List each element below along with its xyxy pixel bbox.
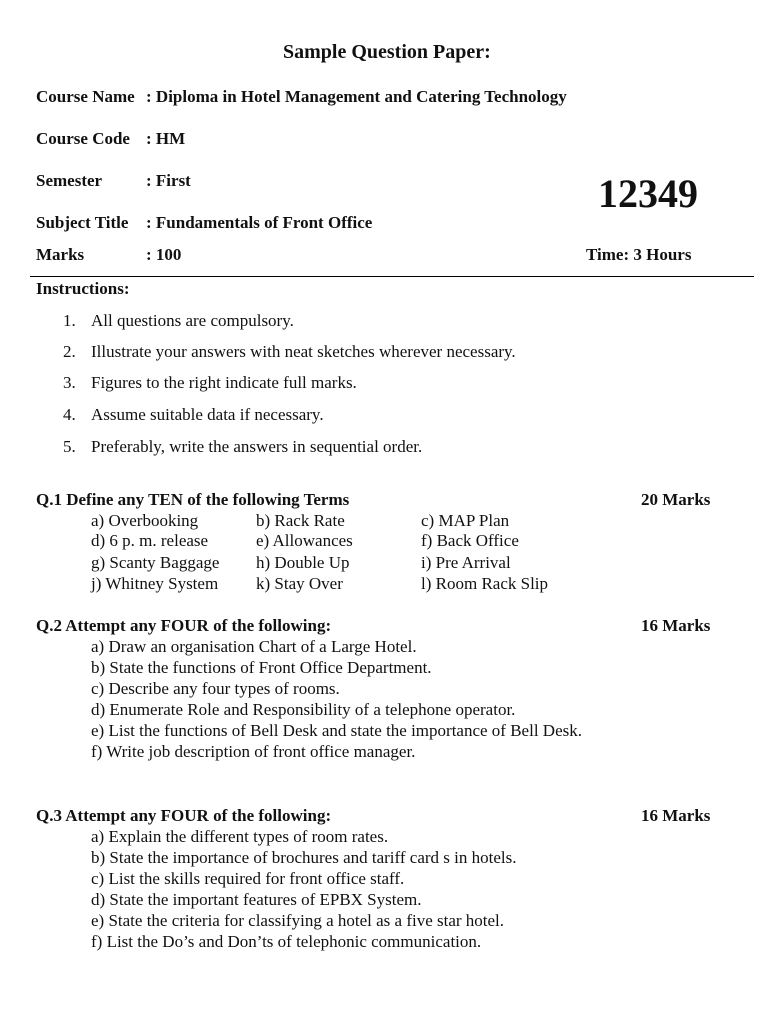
marks-value: : 100 (146, 245, 182, 264)
term-item: k) Stay Over (256, 574, 343, 593)
semester-value: : First (146, 171, 191, 190)
paper-code: 12349 (598, 171, 698, 216)
question-item: c) List the skills required for front office staff. (91, 869, 405, 888)
question-item: a) Explain the different types of room rates. (91, 827, 389, 846)
course-name-label: Course Name (36, 87, 135, 106)
question-marks: 20 Marks (641, 490, 711, 509)
instruction-number: 3. (63, 373, 76, 392)
header-divider (30, 276, 754, 277)
question-item: e) State the criteria for classifying a hotel as a five star hotel. (91, 911, 505, 930)
marks-label: Marks (36, 245, 85, 264)
semester-label: Semester (36, 171, 103, 190)
term-item: g) Scanty Baggage (91, 553, 220, 572)
instruction-number: 1. (63, 311, 76, 330)
term-item: e) Allowances (256, 531, 353, 550)
course-name-value: : Diploma in Hotel Management and Catering Technology (146, 87, 567, 106)
subject-title-value: : Fundamentals of Front Office (146, 213, 373, 232)
term-item: c) MAP Plan (421, 511, 510, 530)
term-item: j) Whitney System (91, 574, 219, 593)
question-title: Q.1 Define any TEN of the following Terms (36, 490, 350, 509)
term-item: b) Rack Rate (256, 511, 345, 530)
term-item: d) 6 p. m. release (91, 531, 209, 550)
instruction-text: All questions are compulsory. (91, 311, 294, 330)
term-item: l) Room Rack Slip (421, 574, 549, 593)
term-item: h) Double Up (256, 553, 350, 572)
question-marks: 16 Marks (641, 616, 711, 635)
question-title: Q.3 Attempt any FOUR of the following: (36, 806, 332, 825)
question-item: f) Write job description of front office manager. (91, 742, 416, 761)
question-title: Q.2 Attempt any FOUR of the following: (36, 616, 332, 635)
time-allowed: Time: 3 Hours (586, 245, 692, 264)
term-item: a) Overbooking (91, 511, 199, 530)
instruction-number: 4. (63, 405, 76, 424)
question-item: b) State the functions of Front Office Department. (91, 658, 432, 677)
question-item: c) Describe any four types of rooms. (91, 679, 340, 698)
question-item: b) State the importance of brochures and tariff card s in hotels. (91, 848, 517, 867)
instruction-number: 5. (63, 437, 76, 456)
instruction-text: Assume suitable data if necessary. (91, 405, 324, 424)
instruction-text: Figures to the right indicate full marks. (91, 373, 357, 392)
course-code-label: Course Code (36, 129, 130, 148)
question-item: d) Enumerate Role and Responsibility of a telephone operator. (91, 700, 516, 719)
instruction-text: Illustrate your answers with neat sketches wherever necessary. (91, 342, 516, 361)
instructions-heading: Instructions: (36, 279, 130, 298)
course-code-value: : HM (146, 129, 186, 148)
instruction-text: Preferably, write the answers in sequential order. (91, 437, 423, 456)
question-item: d) State the important features of EPBX System. (91, 890, 422, 909)
term-item: f) Back Office (421, 531, 519, 550)
page-title: Sample Question Paper: (283, 41, 491, 63)
subject-title-label: Subject Title (36, 213, 129, 232)
question-item: f) List the Do’s and Don’ts of telephonic communication. (91, 932, 482, 951)
question-marks: 16 Marks (641, 806, 711, 825)
question-item: a) Draw an organisation Chart of a Large Hotel. (91, 637, 417, 656)
term-item: i) Pre Arrival (421, 553, 511, 572)
instruction-number: 2. (63, 342, 76, 361)
question-item: e) List the functions of Bell Desk and state the importance of Bell Desk. (91, 721, 582, 740)
